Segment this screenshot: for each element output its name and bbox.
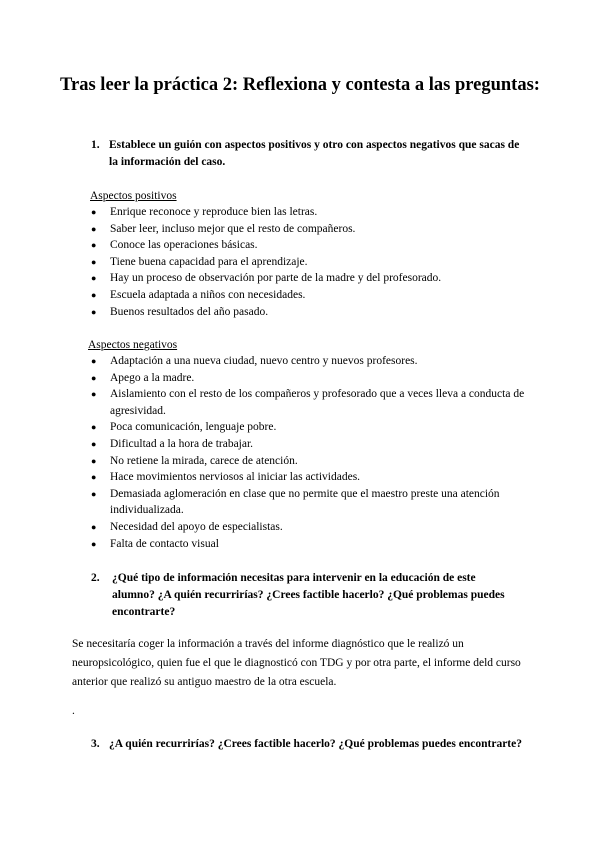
list-item: ● Falta de contacto visual (91, 536, 526, 553)
list-item: ● Enrique reconoce y reproduce bien las letras. (91, 204, 521, 221)
list-item: ● Adaptación a una nueva ciudad, nuevo centro y nuevos profesores. (91, 353, 526, 370)
list-item: ● Aislamiento con el resto de los compañeros y profesorado que a veces lleva a conducta de agresividad. (91, 386, 526, 419)
positive-aspects-heading: Aspectos positivos (90, 190, 177, 202)
list-item: ● Escuela adaptada a niños con necesidades. (91, 287, 521, 304)
list-item: ● Tiene buena capacidad para el aprendizaje. (91, 254, 521, 271)
separator-dot: . (72, 705, 75, 717)
question-3-text: ¿A quién recurrirías? ¿Crees factible hacerlo? ¿Qué problemas puedes encontrarte? (109, 738, 522, 750)
negative-aspects-heading: Aspectos negativos (88, 339, 178, 351)
question-3 (91, 736, 523, 753)
list-item: ● Buenos resultados del año pasado. (91, 304, 521, 321)
question-2-number: 2. (91, 572, 100, 584)
negative-aspects-list (91, 353, 526, 552)
list-item: ● Necesidad del apoyo de especialistas. (91, 519, 526, 536)
question-1 (91, 137, 531, 171)
page-title: Tras leer la práctica 2: Reflexiona y contesta a las preguntas: (60, 75, 540, 95)
list-item: ● Conoce las operaciones básicas. (91, 237, 521, 254)
list-item: ● Poca comunicación, lenguaje pobre. (91, 419, 526, 436)
list-item: ● Saber leer, incluso mejor que el resto de compañeros. (91, 221, 521, 238)
question-1-number: 1. (91, 139, 100, 151)
question-2 (91, 570, 511, 621)
question-2-text: ¿Qué tipo de información necesitas para intervenir en la educación de este alumno? ¿A quién recurrirías? ¿Crees factible hacerlo? ¿Qué problemas puedes encontrarte? (112, 572, 505, 618)
answer-2-paragraph: Se necesitaría coger la información a través del informe diagnóstico que le realizó un neuropsicológico, quien fue el que le diagnosticó con TDG y por otra parte, el informe deld curso anterior que realizó su antiguo maestro de la otra escuela. (72, 638, 521, 688)
list-item: ● Hace movimientos nerviosos al iniciar las actividades. (91, 469, 526, 486)
positive-aspects-list (91, 204, 521, 320)
question-1-text: Establece un guión con aspectos positivos y otro con aspectos negativos que sacas de la información del caso. (109, 139, 520, 168)
list-item: ● Hay un proceso de observación por parte de la madre y del profesorado. (91, 270, 521, 287)
question-3-number: 3. (91, 738, 100, 750)
list-item: ● No retiene la mirada, carece de atención. (91, 453, 526, 470)
list-item: ● Apego a la madre. (91, 370, 526, 387)
list-item: ● Dificultad a la hora de trabajar. (91, 436, 526, 453)
list-item: ● Demasiada aglomeración en clase que no permite que el maestro preste una atención individualizada. (91, 486, 526, 519)
